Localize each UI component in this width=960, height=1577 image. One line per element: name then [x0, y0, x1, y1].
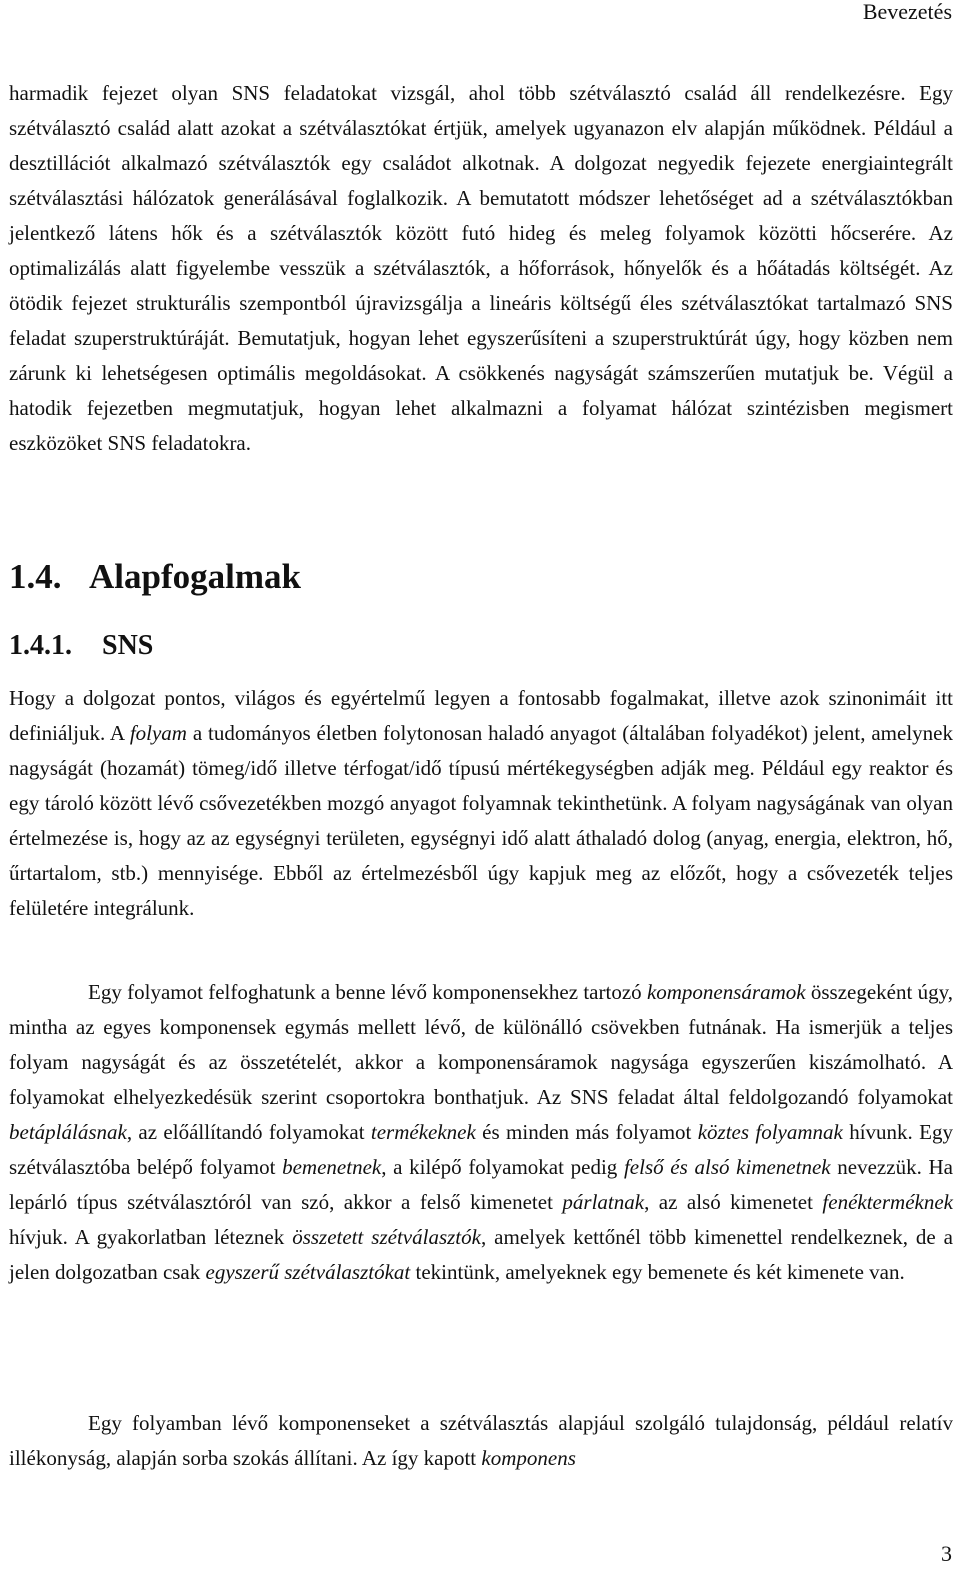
page-number: 3: [941, 1541, 952, 1566]
text-run: Egy folyamot felfoghatunk a benne lévő komponensekhez tartozó: [88, 980, 647, 1004]
term-kimenet: felső és alsó kimenetnek: [623, 1155, 831, 1179]
term-betaplalas: betáplálásnak: [9, 1120, 127, 1144]
subsection-heading: [9, 626, 153, 666]
term-egyszeru-szetvalasztok: egyszerű szétválasztókat: [205, 1260, 411, 1284]
section-heading: [9, 553, 301, 601]
term-osszetett-szetvalasztok: összetett szétválasztók: [292, 1225, 481, 1249]
running-header: Bevezetés: [862, 0, 952, 24]
paragraph-stream-types: [9, 975, 953, 1290]
text-run: hívjuk. A gyakorlatban léteznek: [9, 1225, 293, 1249]
text-run: , amelyek kettőnél több kimenettel rendelkeznek, de a jelen dolgozatban csak: [9, 1225, 953, 1284]
text-run: összegeként úgy, mintha az egyes komponensek egymás mellett lévő, de különálló csövekben futnának. Ha ismerjük a teljes folyam nagyságát és az összetételét, akkor a komponensáramok nagysága egyszerűen kiszámolható. A folyamokat elhelyezkedésük szerint csoportokra bonthatjuk. Az SNS feladat által feldolgozandó folyamokat: [9, 980, 953, 1109]
text-run: , az alsó kimenetet: [644, 1190, 823, 1214]
paragraph-component-ordering: [9, 1406, 953, 1476]
term-komponens: komponens: [481, 1446, 576, 1470]
text-run: tekintünk, amelyeknek egy bemenete és két kimenete van.: [410, 1260, 905, 1284]
section-title: Alapfogalmak: [89, 557, 301, 596]
section-number: 1.4.: [9, 557, 62, 596]
term-koztes-folyam: köztes folyamnak: [697, 1120, 843, 1144]
text-run: , az előállítandó folyamokat: [126, 1120, 371, 1144]
text-run: , a kilépő folyamokat pedig: [381, 1155, 624, 1179]
text-run: nevezzük. Ha lepárló típus szétválasztóról van szó, akkor a felső kimenetet: [9, 1155, 953, 1214]
paragraph-chapter-overview: harmadik fejezet olyan SNS feladatokat vizsgál, ahol több szétválasztó család áll rendelkezésre. Egy szétválasztó család alatt azokat a szétválasztókat értjük, amelyek ugyanazon elv alapján működnek. Például a desztillációt alkalmazó szétválasztók egy családot alkotnak. A dolgozat negyedik fejezete energiaintegrált szétválasztási hálózatok generálásával foglalkozik. A bemutatott módszer lehetőséget ad a szétválasztókban jelentkező látens hők és a szétválasztók között futó hideg és meleg folyamok közötti hőcserére. Az optimalizálás alatt figyelembe vesszük a szétválasztók, a hőforrások, hőnyelők és a hőátadás költségét. Az ötödik fejezet strukturális szempontból újravizsgálja a lineáris költségű éles szétválasztókat tartalmazó SNS feladat szuperstruktúráját. Bemutatjuk, hogyan lehet egyszerűsíteni a szuperstruktúrát úgy, hogy közben nem zárunk ki lehetségesen optimális megoldásokat. A csökkenés nagyságát számszerűen mutatjuk be. Végül a hatodik fejezetben megmutatjuk, hogyan lehet alkalmazni a folyamat hálózat szintézisben megismert eszközöket SNS feladatokra.: [9, 81, 953, 455]
text-run: a tudományos életben folytonosan haladó anyagot (általában folyadékot) jelent, amelynek nagyságát (hozamát) tömeg/idő illetve térfogat/idő típusú mértékegységben adják meg. Például egy reaktor és egy tároló között lévő csővezetékben mozgó anyagot folyamnak tekinthetünk. A folyam nagyságának van olyan értelmezése is, hogy az az egységnyi területen, egységnyi idő alatt áthaladó dolog (anyag, energia, elektron, hő, űrtartalom, stb.) mennyisége. Ebből az értelmezésből úgy kapjuk meg az előzőt, hogy a csővezeték teljes felületére integrálunk.: [9, 721, 953, 920]
subsection-number: 1.4.1.: [9, 630, 72, 661]
term-fenektermek: fenékterméknek: [822, 1190, 953, 1214]
term-folyam: folyam: [129, 721, 187, 745]
subsection-title: SNS: [102, 630, 154, 661]
text-run: Hogy a dolgozat pontos, világos és egyértelmű legyen a fontosabb fogalmakat, illetve azok szinonimáit itt definiáljuk. A: [9, 686, 953, 745]
term-termek: termékeknek: [370, 1120, 476, 1144]
text-run: Egy folyamban lévő komponenseket a szétválasztás alapjául szolgáló tulajdonság, például relatív illékonyság, alapján sorba szokás állítani. Az így kapott: [9, 1411, 953, 1470]
paragraph-definitions: [9, 681, 953, 926]
term-bemenet: bemenetnek: [282, 1155, 382, 1179]
text-run: hívunk. Egy szétválasztóba belépő folyamot: [9, 1120, 953, 1179]
term-komponensaramok: komponensáramok: [646, 980, 806, 1004]
text-run: és minden más folyamot: [475, 1120, 698, 1144]
term-parlat: párlatnak: [562, 1190, 645, 1214]
